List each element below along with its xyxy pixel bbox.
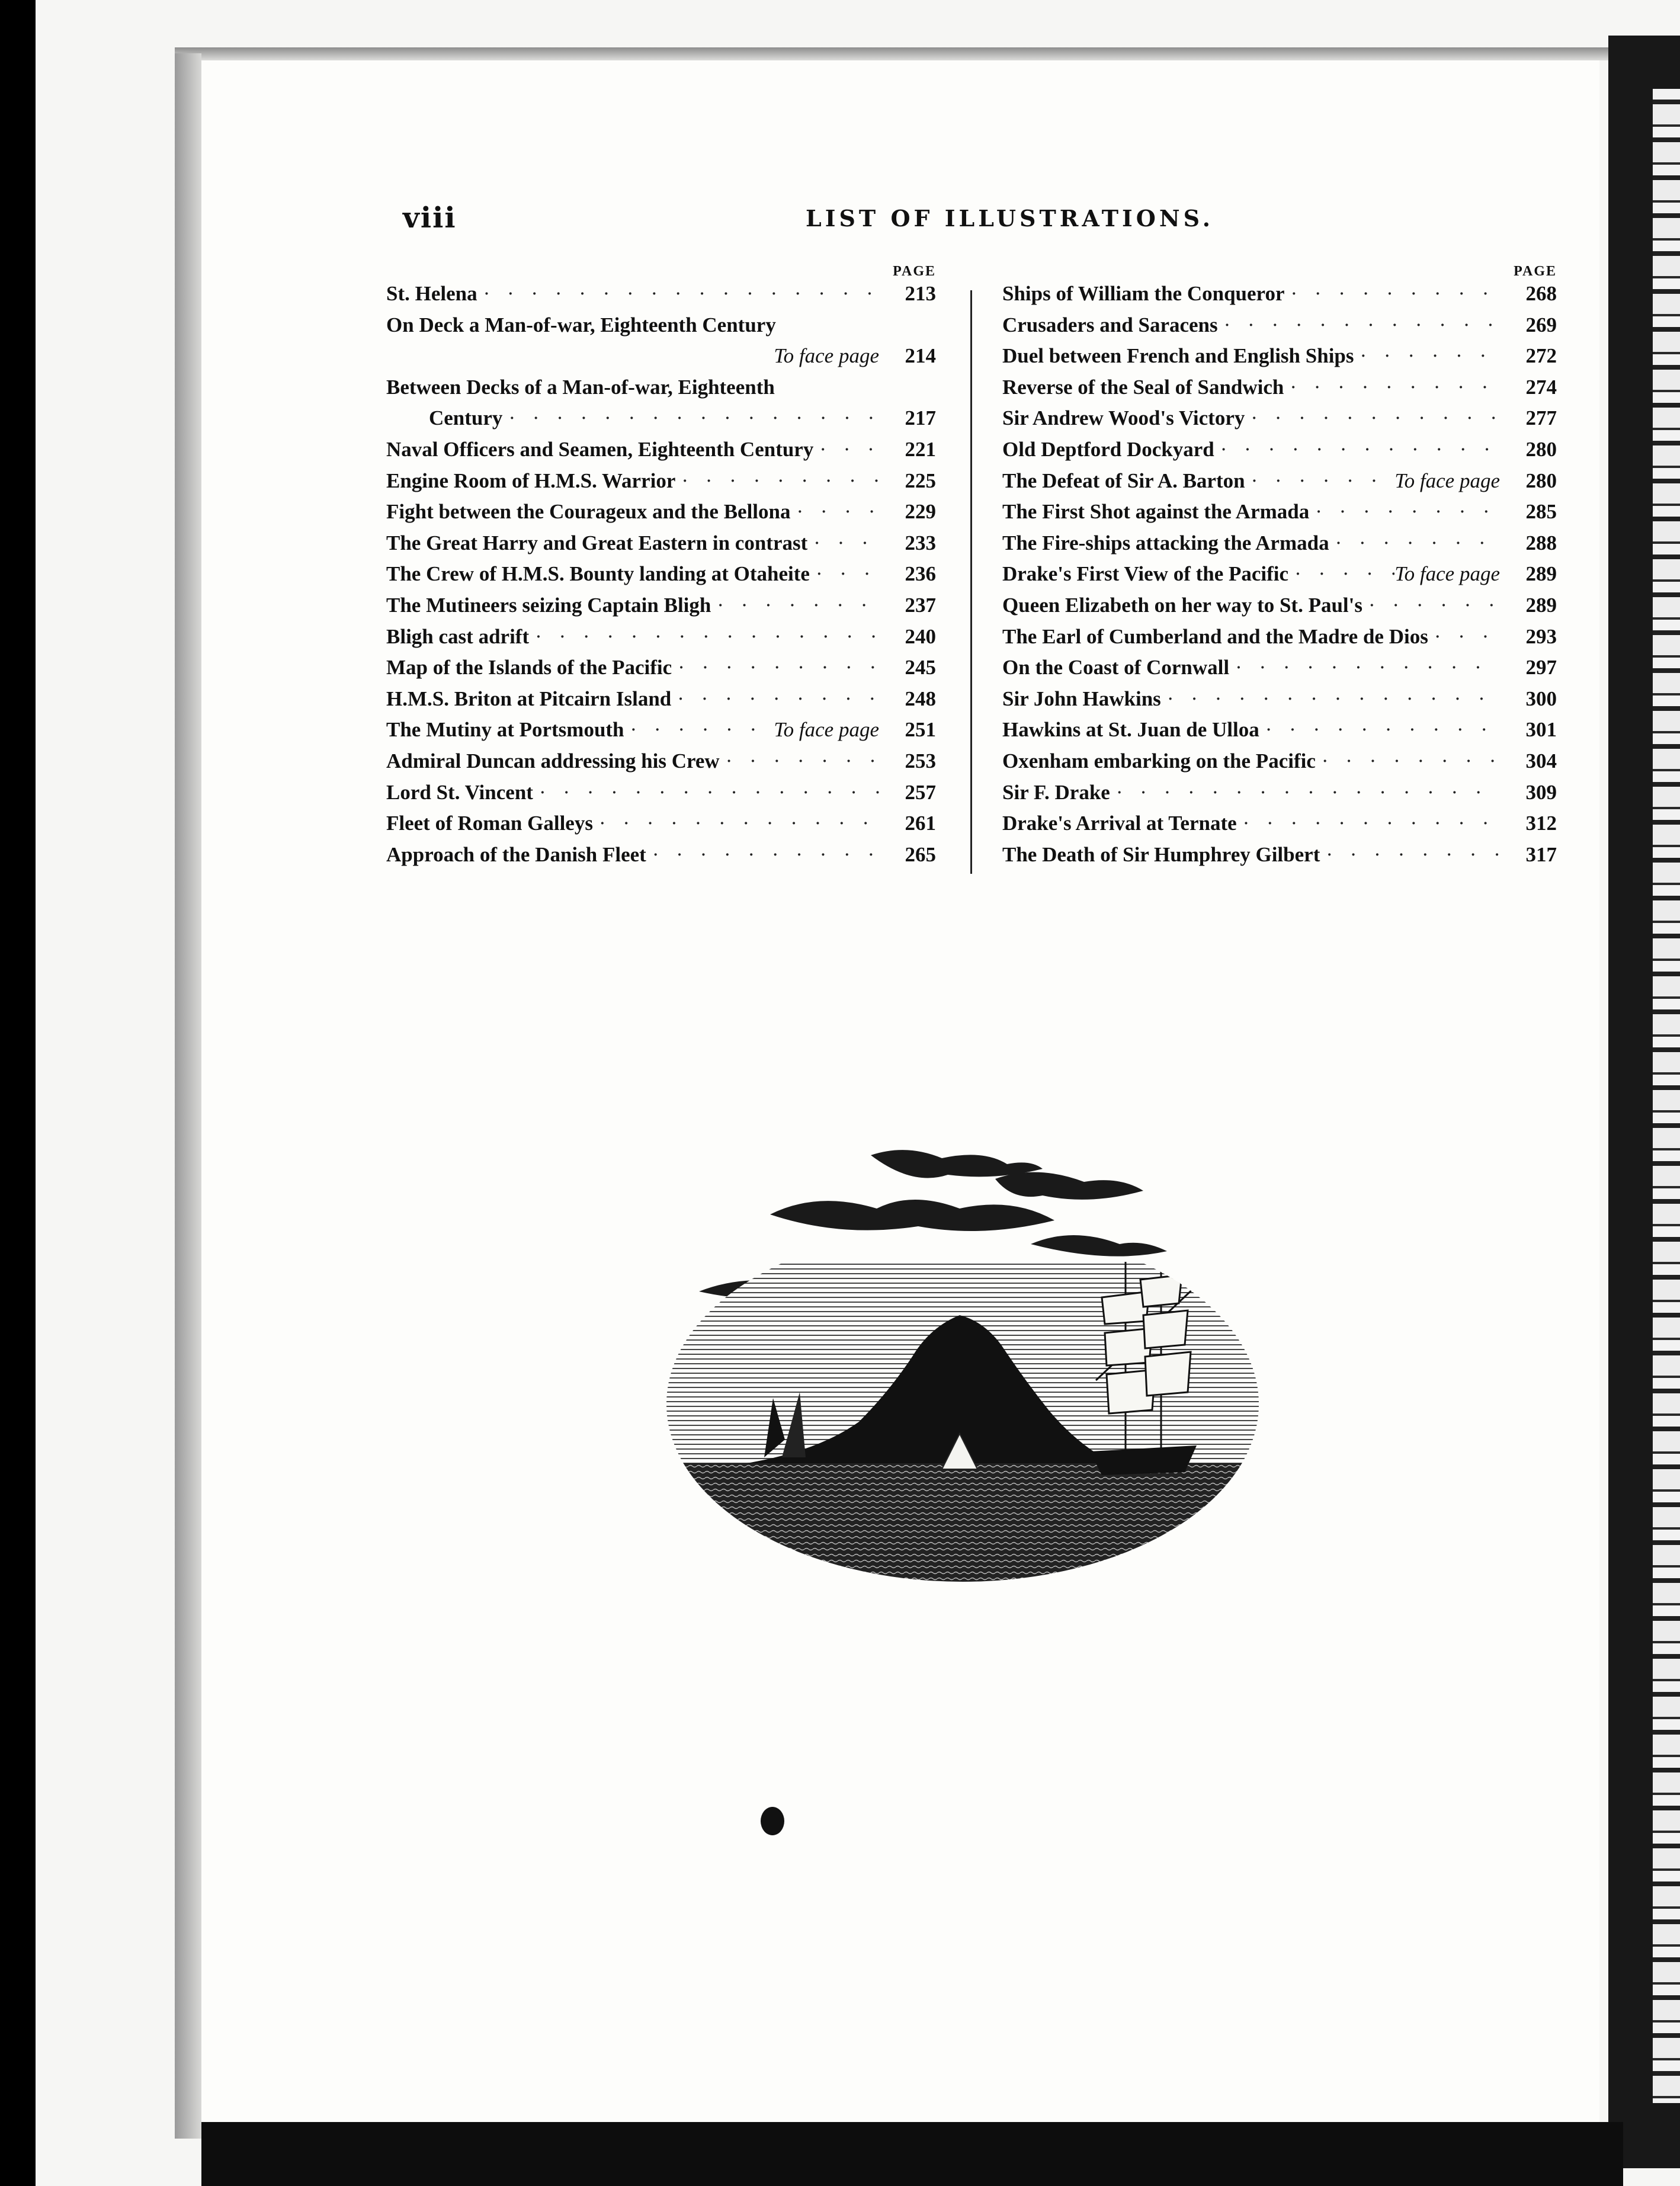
page-header (403, 201, 1629, 237)
entry-page-number: 253 (905, 749, 936, 773)
entry-title: The Mutiny at Portsmouth (386, 718, 624, 742)
page-edge-shadow-left (175, 53, 201, 2139)
illustration-entry (1002, 372, 1557, 403)
entry-page-number: 289 (1525, 562, 1557, 586)
illustration-entry (1002, 621, 1557, 653)
page-column-heading: PAGE (893, 264, 936, 279)
illustration-entry (1002, 746, 1557, 777)
dot-leader (1259, 714, 1500, 746)
entry-page-number: 214 (905, 344, 936, 368)
column-divider (970, 290, 972, 874)
entry-title: Sir F. Drake (1002, 780, 1110, 804)
entry-page-number: 285 (1525, 500, 1557, 524)
page-number: viii (403, 201, 457, 235)
illustrations-list-left (386, 264, 936, 870)
dot-leader (1245, 466, 1395, 497)
entry-title: Old Deptford Dockyard (1002, 437, 1214, 461)
entry-title: The Defeat of Sir A. Barton (1002, 469, 1245, 492)
entry-title: The Mutineers seizing Captain Bligh (386, 593, 711, 617)
entry-page-number: 225 (905, 469, 936, 492)
entry-note: To face page (774, 344, 879, 368)
entry-page-number: 251 (905, 718, 936, 742)
entry-page-number: 217 (905, 406, 936, 430)
dot-leader (1245, 403, 1500, 434)
entry-page-number: 268 (1525, 282, 1557, 305)
illustration-entry (386, 652, 936, 684)
island-ship-engraving (663, 1143, 1262, 1594)
illustration-entry (1002, 839, 1557, 871)
dot-leader (593, 808, 879, 839)
entry-note: To face page (1394, 469, 1500, 492)
dot-leader (675, 466, 879, 497)
entry-page-number: 236 (905, 562, 936, 586)
dot-leader (1229, 652, 1500, 684)
entry-page-number: 213 (905, 282, 936, 305)
entry-page-number: 280 (1525, 437, 1557, 461)
entry-title: Between Decks of a Man-of-war, Eighteenth (386, 375, 775, 399)
entries-right (1002, 278, 1557, 870)
entry-page-number: 248 (905, 687, 936, 710)
entry-title: Drake's Arrival at Ternate (1002, 812, 1237, 835)
entry-title: Fight between the Courageux and the Bellona (386, 500, 791, 524)
adjacent-page-edge (1653, 89, 1680, 2103)
entry-title: Admiral Duncan addressing his Crew (386, 749, 720, 773)
entry-title: Approach of the Danish Fleet (386, 842, 646, 866)
entry-page-number: 293 (1525, 624, 1557, 648)
entry-title: Century (429, 406, 503, 430)
illustration-entry (1002, 434, 1557, 466)
illustration-entry (386, 341, 936, 372)
entry-title: Engine Room of H.M.S. Warrior (386, 469, 676, 492)
dot-leader (1161, 684, 1500, 715)
dot-leader (1316, 746, 1500, 777)
entry-title: Drake's First View of the Pacific (1002, 562, 1289, 586)
dot-leader (646, 839, 879, 871)
illustration-entry (386, 372, 936, 403)
entry-note: To face page (774, 718, 879, 742)
dot-leader (1288, 559, 1394, 590)
entry-title: On Deck a Man-of-war, Eighteenth Century (386, 313, 776, 336)
illustration-entry (1002, 310, 1557, 341)
dot-leader (711, 590, 879, 621)
illustration-entry (386, 559, 936, 590)
entry-page-number: 304 (1525, 749, 1557, 773)
page-column-heading: PAGE (1514, 264, 1557, 279)
entry-page-number: 269 (1525, 313, 1557, 336)
dot-leader (624, 714, 774, 746)
dot-leader (1214, 434, 1500, 466)
entry-title: On the Coast of Cornwall (1002, 656, 1230, 679)
entry-title: Oxenham embarking on the Pacific (1002, 749, 1316, 773)
dot-leader (1309, 496, 1500, 528)
entry-title: Hawkins at St. Juan de Ulloa (1002, 718, 1259, 742)
entry-title: Map of the Islands of the Pacific (386, 656, 672, 679)
illustration-entry (386, 590, 936, 621)
entry-title: Fleet of Roman Galleys (386, 812, 593, 835)
entry-title: The Earl of Cumberland and the Madre de Dios (1002, 624, 1428, 648)
illustration-entry (1002, 528, 1557, 559)
illustration-entry (386, 777, 936, 809)
illustration-entry (386, 528, 936, 559)
entry-title: Sir Andrew Wood's Victory (1002, 406, 1245, 430)
dot-leader (671, 684, 879, 715)
dot-leader (1354, 341, 1500, 372)
entry-page-number: 245 (905, 656, 936, 679)
page-edge-shadow-top (175, 47, 1638, 60)
entry-page-number: 280 (1525, 469, 1557, 492)
illustration-entry (386, 310, 936, 341)
entry-page-number: 312 (1525, 812, 1557, 835)
entry-title: The Crew of H.M.S. Bounty landing at Otaheite (386, 562, 810, 586)
entry-title: The Death of Sir Humphrey Gilbert (1002, 842, 1320, 866)
entry-title: Duel between French and English Ships (1002, 344, 1354, 368)
dot-leader (529, 621, 879, 653)
illustration-entry (1002, 684, 1557, 715)
illustration-entry (386, 434, 936, 466)
dot-leader (533, 777, 879, 809)
dot-leader (1362, 590, 1500, 621)
entries-left (386, 278, 936, 870)
ink-blot (761, 1807, 784, 1835)
dot-leader (1110, 777, 1500, 809)
entry-page-number: 257 (905, 780, 936, 804)
entry-page-number: 309 (1525, 780, 1557, 804)
entry-page-number: 317 (1525, 842, 1557, 866)
illustration-entry (386, 714, 936, 746)
entry-title: Ships of William the Conqueror (1002, 282, 1285, 305)
illustration-entry (1002, 652, 1557, 684)
entry-page-number: 229 (905, 500, 936, 524)
entry-title: Naval Officers and Seamen, Eighteenth Century (386, 437, 814, 461)
dot-leader (672, 652, 879, 684)
dot-leader (1284, 278, 1500, 310)
entry-title: Queen Elizabeth on her way to St. Paul's (1002, 593, 1363, 617)
dot-leader (791, 496, 880, 528)
dot-leader (810, 559, 879, 590)
entry-page-number: 289 (1525, 593, 1557, 617)
entry-title: Reverse of the Seal of Sandwich (1002, 375, 1284, 399)
entry-page-number: 272 (1525, 344, 1557, 368)
entry-title: H.M.S. Briton at Pitcairn Island (386, 687, 672, 710)
entry-title: The Fire-ships attacking the Armada (1002, 531, 1329, 554)
illustration-entry (386, 496, 936, 528)
dot-leader (807, 528, 879, 559)
entry-page-number: 233 (905, 531, 936, 554)
illustration-entry (1002, 808, 1557, 839)
illustration-entry (1002, 777, 1557, 809)
entry-page-number: 221 (905, 437, 936, 461)
illustration-entry (386, 278, 936, 310)
dot-leader (477, 278, 879, 310)
entry-page-number: 274 (1525, 375, 1557, 399)
illustration-entry (1002, 403, 1557, 434)
illustration-entry (1002, 590, 1557, 621)
entry-page-number: 301 (1525, 718, 1557, 742)
entry-page-number: 265 (905, 842, 936, 866)
dot-leader (1218, 310, 1500, 341)
entry-title: Bligh cast adrift (386, 624, 530, 648)
scan-border-left (0, 0, 36, 2186)
entry-page-number: 277 (1525, 406, 1557, 430)
entry-note: To face page (1394, 562, 1500, 586)
dot-leader (1320, 839, 1500, 871)
entry-page-number: 261 (905, 812, 936, 835)
illustration-entry (386, 808, 936, 839)
entry-title: St. Helena (386, 282, 477, 305)
illustration-entry (1002, 278, 1557, 310)
illustration-entry (1002, 714, 1557, 746)
dot-leader (502, 403, 879, 434)
entry-page-number: 300 (1525, 687, 1557, 710)
illustration-entry (386, 684, 936, 715)
illustration-entry (386, 466, 936, 497)
illustration-entry (386, 621, 936, 653)
dot-leader (1237, 808, 1500, 839)
dot-leader (813, 434, 879, 466)
running-title: LIST OF ILLUSTRATIONS. (806, 205, 1214, 232)
entry-title: The First Shot against the Armada (1002, 500, 1310, 524)
illustration-entry (1002, 496, 1557, 528)
entry-title: Crusaders and Saracens (1002, 313, 1218, 336)
illustration-entry (1002, 466, 1557, 497)
illustration-entry (386, 746, 936, 777)
entry-page-number: 288 (1525, 531, 1557, 554)
entry-page-number: 297 (1525, 656, 1557, 679)
dot-leader (1284, 372, 1500, 403)
entry-page-number: 240 (905, 624, 936, 648)
entry-title: Lord St. Vincent (386, 780, 533, 804)
dot-leader (1428, 621, 1500, 653)
entry-page-number: 237 (905, 593, 936, 617)
scan-border-bottom (201, 2122, 1623, 2186)
illustration-entry (386, 839, 936, 871)
illustration-entry (386, 403, 936, 434)
dot-leader (720, 746, 879, 777)
illustration-entry (1002, 341, 1557, 372)
entry-title: The Great Harry and Great Eastern in contrast (386, 531, 808, 554)
dot-leader (1329, 528, 1500, 559)
illustrations-list-right (1002, 264, 1557, 870)
entry-title: Sir John Hawkins (1002, 687, 1161, 710)
illustration-entry (1002, 559, 1557, 590)
